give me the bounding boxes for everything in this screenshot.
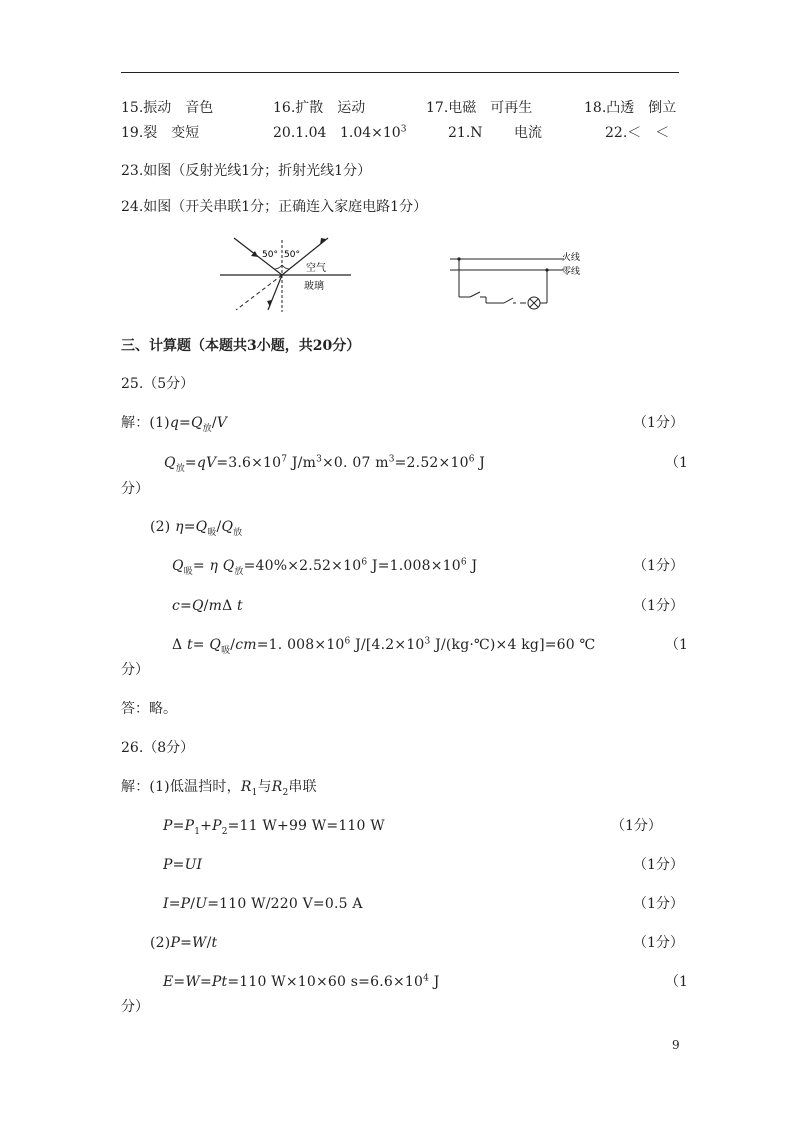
- q25-step-2: (2) $\eta=Q_吸/Q_放$: [150, 519, 243, 538]
- q25-score-4: （1分）: [633, 598, 684, 614]
- q26-score-3: （1分）: [633, 896, 684, 912]
- q25-score-3: （1分）: [633, 558, 684, 574]
- q25-score-5-close: 分）: [121, 662, 149, 678]
- answer-22: 22.＜ ＜: [605, 125, 670, 141]
- label-live: 火线: [562, 253, 581, 263]
- q26-score-1: （1分）: [611, 818, 662, 834]
- angle-label-right: 50°: [284, 250, 300, 260]
- q26-score-2: （1分）: [633, 857, 684, 873]
- q26-step-1: 解：(1)低温挡时，$R_1$与$R_2$串联: [121, 779, 317, 798]
- answer-20-value: $1.04\times 10^3$: [340, 124, 407, 141]
- q26-step-2: (2)P=W/t: [150, 935, 218, 951]
- q25-answer: 答：略。: [121, 701, 177, 717]
- switch-1: [470, 292, 480, 297]
- header-rule: [121, 72, 679, 73]
- q26-power-sum: $P=P_1+P_2=11$ W+99 W=110 W: [163, 818, 385, 837]
- answer-20-label: 20.1.04: [273, 125, 327, 141]
- page-number: 9: [672, 1038, 680, 1052]
- answer-16: 16.扩散 运动: [273, 100, 366, 116]
- q25-score-2-close: 分）: [121, 481, 149, 497]
- q25-score-5-open: （1: [665, 637, 688, 653]
- reflected-arrow-icon: [320, 238, 326, 245]
- q26-energy-calc: E=W=Pt=110 W×10×60 $s=6.6\times 10^4$ J: [163, 973, 440, 990]
- switch-2: [504, 298, 513, 303]
- answer-21-label: 21.N: [448, 125, 483, 141]
- q25-step-1: 解：$(1)q=Q_放/V$: [121, 415, 228, 434]
- angle-label-left: 50°: [262, 250, 278, 260]
- q25-step-2-calc: $Q_吸= \eta$ $Q_放=40\%\times 2.52\times 10^6$ $J=1.008\times 10^6$ J: [172, 557, 478, 577]
- q26-formula-pui: P=UI: [163, 857, 203, 873]
- refraction-diagram: [218, 232, 358, 314]
- q26-score-4: （1分）: [633, 935, 684, 951]
- circuit-diagram: [446, 250, 586, 312]
- section-3-heading: 三、计算题（本题共3小题，共20分）: [121, 338, 361, 354]
- label-neutral: 零线: [562, 267, 581, 277]
- q25-score-1: （1分）: [633, 415, 684, 431]
- answer-17: 17.电磁 可再生: [426, 100, 533, 116]
- q25-formula-c: c=Q/mΔ t: [172, 598, 243, 614]
- question-26-title: 26.（8分）: [121, 740, 195, 756]
- answer-19: 19.裂 变短: [121, 125, 200, 141]
- refracted-arrow-icon: [267, 300, 272, 307]
- q25-delta-t-calc: Δ $t= Q_吸/cm=1$. $008\times 10^6$ $J/[4.2\times 10^3$ J/(kg·℃)×4 kg]=60 ℃: [172, 636, 596, 656]
- answer-18: 18.凸透 倒立: [584, 100, 677, 116]
- answer-21-value: 电流: [514, 125, 542, 141]
- question-25-title: 25.（5分）: [121, 376, 195, 392]
- q25-score-2-open: （1: [665, 455, 688, 471]
- answer-15: 15.振动 音色: [121, 100, 214, 116]
- label-air: 空气: [306, 263, 326, 274]
- question-23: 23.如图（反射光线1分；折射光线1分）: [121, 163, 372, 179]
- q26-score-5-close: 分）: [121, 999, 149, 1015]
- q25-step-1-calc: $Q_放=qV=3.6\times 10^7$ $J/m^3\times 0$. 07 $m^3=2.52\times 10^6$ J: [164, 454, 486, 474]
- q26-current-calc: I=P/U=110 W/220 V=0.5 A: [163, 896, 363, 912]
- question-24: 24.如图（开关串联1分；正确连入家庭电路1分）: [121, 199, 428, 215]
- label-glass: 玻璃: [304, 281, 324, 292]
- q26-score-5-open: （1: [665, 974, 688, 990]
